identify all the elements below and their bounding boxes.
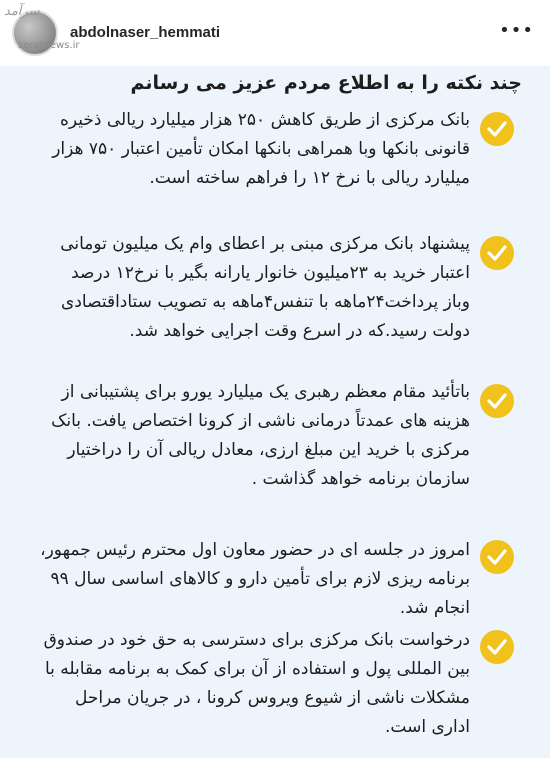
item-text: امروز در جلسه ای در حضور معاون اول محترم رئیس جمهور، برنامه ریزی لازم برای تأمین دارو و کالاهای اساسی سال ۹۹ انجام شد. — [40, 540, 470, 618]
item-text: بانک مرکزی از طریق کاهش ۲۵۰ هزار میلیارد ریالی ذخیره قانونی بانکها وبا همراهی بانکها امکان تأمین اعتبار ۷۵۰ هزار میلیارد ریالی با نرخ ۱۲ را فراهم ساخته است. — [52, 110, 470, 188]
post-header — [0, 0, 550, 67]
more-options-icon[interactable]: ••• — [499, 20, 534, 41]
item-text: پیشنهاد بانک مرکزی مبنی بر اعطای وام یک میلیون تومانی اعتبار خرید به ۲۳میلیون خانوار یارانه بگیر با نرخ۱۲ درصد وباز پرداخت۲۴ماهه با تنفس۴ماهه به تصویب ستاداقتصادی دولت رسید.که در اسرع وقت اجرایی خواهد شد. — [60, 234, 470, 341]
check-icon — [480, 630, 514, 664]
check-icon — [480, 236, 514, 270]
post-image — [0, 66, 550, 758]
check-icon — [480, 384, 514, 418]
check-icon — [480, 112, 514, 146]
username[interactable]: abdolnaser_hemmati — [70, 24, 221, 41]
check-icon — [480, 540, 514, 574]
watermark-url: seratnews.ir — [18, 40, 80, 51]
post-title: چند نکته را به اطلاع مردم عزیز می رسانم — [130, 72, 522, 94]
item-text: درخواست بانک مرکزی برای دسترسی به حق خود در صندوق بین المللی پول و استفاده از آن برای کمک به برنامه مقابله با مشکلات ناشی از شیوع ویروس کرونا ، در جریان مراحل اداری است. — [43, 630, 470, 737]
item-text: باتأئید مقام معظم رهبری یک میلیارد یورو برای پشتیبانی از هزینه های عمدتاً درمانی ناشی از کرونا اختصاص یافت. بانک مرکزی با خرید این مبلغ ارزی، معادل ریالی آن را دراختیار سازمان برنامه خواهد گذاشت . — [51, 382, 470, 489]
watermark-logo: سرآمد — [4, 4, 40, 19]
